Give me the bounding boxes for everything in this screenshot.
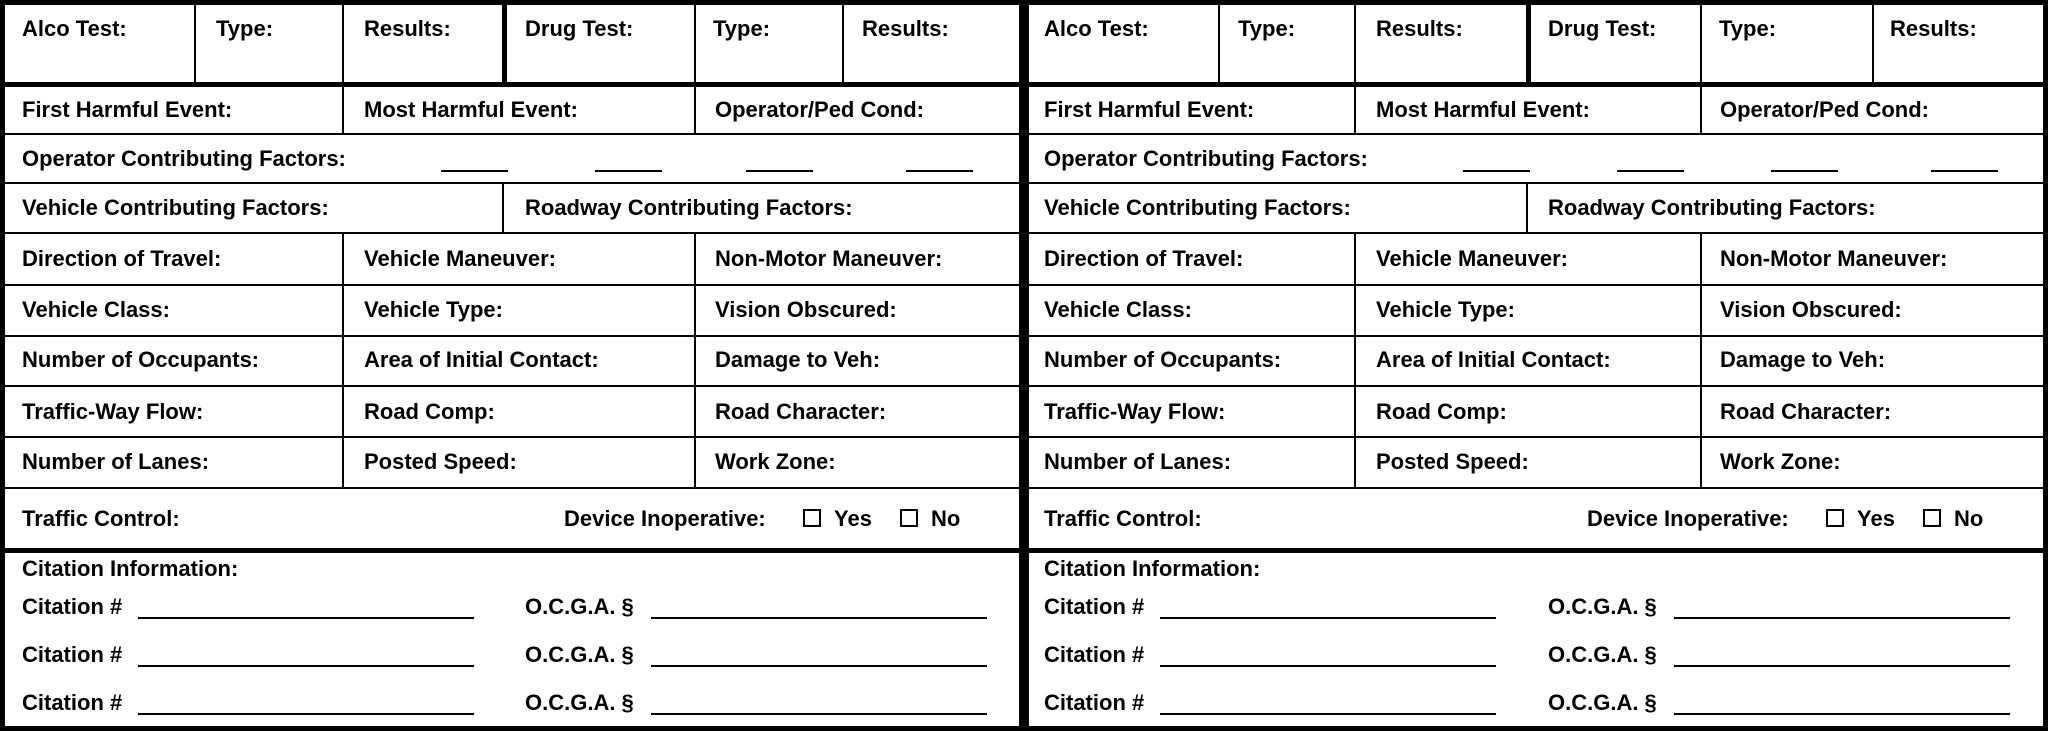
citation-information-heading: Citation Information: (1044, 556, 1261, 581)
device-inoperative-label: Device Inoperative: (1587, 506, 1789, 531)
factor-blank (906, 170, 973, 172)
posted-speed-label: Posted Speed: (364, 449, 517, 474)
roadway-contributing-factors-label: Roadway Contributing Factors: (1548, 195, 1876, 220)
divider (1700, 84, 1702, 134)
citation-number-label: Citation # (22, 690, 123, 715)
citation-number-label: Citation # (1044, 690, 1145, 715)
divider (0, 436, 1024, 438)
ocga-section-label: O.C.G.A. § (1548, 642, 1657, 667)
road-character-label: Road Character: (715, 399, 887, 424)
ocga-section-label: O.C.G.A. § (1548, 690, 1657, 715)
yes-checkbox[interactable] (1826, 509, 1844, 527)
citation-number-label: Citation # (1044, 594, 1145, 619)
drug-type-label: Type: (1719, 16, 1777, 41)
divider (1024, 436, 2048, 438)
citation-number-label: Citation # (22, 594, 123, 619)
ocga-section-field[interactable] (651, 665, 987, 667)
damage-to-veh-label: Damage to Veh: (715, 347, 881, 372)
citation-number-label: Citation # (22, 642, 123, 667)
ocga-section-field[interactable] (1674, 713, 2010, 715)
operator-contributing-factors-label: Operator Contributing Factors: (22, 146, 346, 171)
divider (0, 232, 1024, 234)
vehicle-type-label: Vehicle Type: (364, 297, 503, 322)
citation-number-field[interactable] (138, 617, 474, 619)
divider (1354, 233, 1356, 488)
divider (694, 233, 696, 488)
divider (0, 182, 1024, 184)
divider (1024, 548, 2048, 553)
divider (1024, 82, 2048, 87)
divider (1354, 84, 1356, 134)
vehicle-type-label: Vehicle Type: (1376, 297, 1515, 322)
number-of-lanes-label: Number of Lanes: (1044, 449, 1232, 474)
factor-blank (1771, 170, 1838, 172)
area-of-initial-contact-label: Area of Initial Contact: (1376, 347, 1611, 372)
factor-blank (441, 170, 508, 172)
divider (194, 0, 196, 84)
number-of-occupants-label: Number of Occupants: (22, 347, 260, 372)
divider (694, 84, 696, 134)
operator-contributing-factors-label: Operator Contributing Factors: (1044, 146, 1368, 171)
ocga-section-label: O.C.G.A. § (525, 690, 634, 715)
most-harmful-event-label: Most Harmful Event: (1376, 97, 1590, 122)
traffic-way-flow-label: Traffic-Way Flow: (1044, 399, 1226, 424)
vehicle-contributing-factors-label: Vehicle Contributing Factors: (1044, 195, 1351, 220)
no-label: No (931, 506, 961, 531)
divider (0, 548, 1024, 553)
direction-of-travel-label: Direction of Travel: (1044, 246, 1244, 271)
drug-test-label: Drug Test: (1548, 16, 1657, 41)
ocga-section-field[interactable] (1674, 665, 2010, 667)
divider (1024, 284, 2048, 286)
divider (1024, 232, 2048, 234)
operator-ped-cond-label: Operator/Ped Cond: (1720, 97, 1930, 122)
drug-type-label: Type: (713, 16, 771, 41)
vehicle-maneuver-label: Vehicle Maneuver: (364, 246, 556, 271)
ocga-section-field[interactable] (1674, 617, 2010, 619)
divider (342, 233, 344, 488)
divider (342, 0, 344, 84)
factor-blank (1617, 170, 1684, 172)
road-comp-label: Road Comp: (1376, 399, 1507, 424)
factor-blank (1463, 170, 1530, 172)
traffic-control-label: Traffic Control: (1044, 506, 1202, 531)
divider (502, 183, 504, 233)
first-harmful-event-label: First Harmful Event: (22, 97, 233, 122)
citation-number-field[interactable] (138, 665, 474, 667)
alco-test-label: Alco Test: (1044, 16, 1149, 41)
divider (342, 84, 344, 134)
divider (502, 0, 507, 84)
citation-number-field[interactable] (1160, 617, 1496, 619)
no-label: No (1954, 506, 1984, 531)
divider (1218, 0, 1220, 84)
alco-test-label: Alco Test: (22, 16, 127, 41)
drug-results-label: Results: (862, 16, 949, 41)
divider (0, 284, 1024, 286)
yes-label: Yes (834, 506, 872, 531)
ocga-section-field[interactable] (651, 617, 987, 619)
factor-blank (746, 170, 813, 172)
drug-results-label: Results: (1890, 16, 1977, 41)
factor-blank (595, 170, 662, 172)
citation-number-field[interactable] (1160, 665, 1496, 667)
posted-speed-label: Posted Speed: (1376, 449, 1529, 474)
factor-blank (1931, 170, 1998, 172)
vision-obscured-label: Vision Obscured: (715, 297, 897, 322)
divider (1700, 0, 1702, 84)
yes-label: Yes (1857, 506, 1895, 531)
divider (842, 0, 844, 84)
non-motor-maneuver-label: Non-Motor Maneuver: (715, 246, 943, 271)
citation-number-label: Citation # (1044, 642, 1145, 667)
non-motor-maneuver-label: Non-Motor Maneuver: (1720, 246, 1948, 271)
ocga-section-label: O.C.G.A. § (1548, 594, 1657, 619)
divider (0, 335, 1024, 337)
traffic-control-label: Traffic Control: (22, 506, 180, 531)
ocga-section-field[interactable] (651, 713, 987, 715)
divider (1024, 182, 2048, 184)
damage-to-veh-label: Damage to Veh: (1720, 347, 1886, 372)
ocga-section-label: O.C.G.A. § (525, 594, 634, 619)
no-checkbox[interactable] (900, 509, 918, 527)
yes-checkbox[interactable] (803, 509, 821, 527)
divider (0, 133, 1024, 135)
work-zone-label: Work Zone: (1720, 449, 1841, 474)
vehicle-maneuver-label: Vehicle Maneuver: (1376, 246, 1568, 271)
divider (0, 487, 1024, 489)
vehicle-form-panel-right (1024, 0, 2048, 731)
ocga-section-label: O.C.G.A. § (525, 642, 634, 667)
operator-ped-cond-label: Operator/Ped Cond: (715, 97, 925, 122)
citation-information-heading: Citation Information: (22, 556, 239, 581)
alco-type-label: Type: (216, 16, 274, 41)
divider (0, 385, 1024, 387)
alco-results-label: Results: (364, 16, 451, 41)
divider (1024, 335, 2048, 337)
work-zone-label: Work Zone: (715, 449, 836, 474)
divider (1526, 0, 1531, 84)
vehicle-class-label: Vehicle Class: (22, 297, 170, 322)
road-comp-label: Road Comp: (364, 399, 495, 424)
divider (1024, 385, 2048, 387)
divider (0, 82, 1024, 87)
drug-test-label: Drug Test: (525, 16, 634, 41)
first-harmful-event-label: First Harmful Event: (1044, 97, 1255, 122)
roadway-contributing-factors-label: Roadway Contributing Factors: (525, 195, 853, 220)
divider (1354, 0, 1356, 84)
no-checkbox[interactable] (1923, 509, 1941, 527)
divider (694, 0, 696, 84)
number-of-occupants-label: Number of Occupants: (1044, 347, 1282, 372)
number-of-lanes-label: Number of Lanes: (22, 449, 210, 474)
direction-of-travel-label: Direction of Travel: (22, 246, 222, 271)
divider (1024, 487, 2048, 489)
divider (1872, 0, 1874, 84)
divider (1700, 233, 1702, 488)
device-inoperative-label: Device Inoperative: (564, 506, 766, 531)
divider (1526, 183, 1528, 233)
alco-results-label: Results: (1376, 16, 1463, 41)
road-character-label: Road Character: (1720, 399, 1892, 424)
citation-number-field[interactable] (138, 713, 474, 715)
citation-number-field[interactable] (1160, 713, 1496, 715)
area-of-initial-contact-label: Area of Initial Contact: (364, 347, 599, 372)
traffic-way-flow-label: Traffic-Way Flow: (22, 399, 204, 424)
vehicle-class-label: Vehicle Class: (1044, 297, 1192, 322)
vision-obscured-label: Vision Obscured: (1720, 297, 1902, 322)
vehicle-contributing-factors-label: Vehicle Contributing Factors: (22, 195, 329, 220)
most-harmful-event-label: Most Harmful Event: (364, 97, 578, 122)
divider (1024, 133, 2048, 135)
alco-type-label: Type: (1238, 16, 1296, 41)
